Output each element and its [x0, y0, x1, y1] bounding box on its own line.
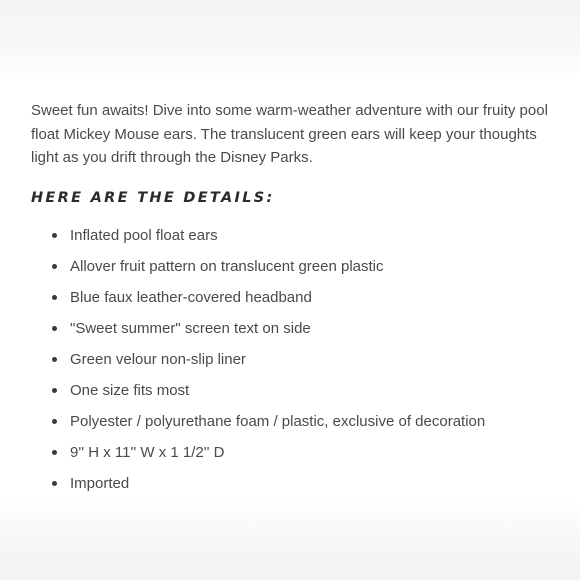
list-item-text: Inflated pool float ears [70, 226, 218, 244]
list-item [31, 313, 556, 344]
list-item-text: 9'' H x 11'' W x 1 1/2'' D [70, 443, 225, 461]
bullet-icon [52, 450, 57, 455]
bullet-icon [52, 264, 57, 269]
list-item [31, 251, 556, 282]
list-item-text: Imported [70, 474, 130, 492]
list-item-text: Polyester / polyurethane foam / plastic, exclusive of decoration [70, 412, 486, 430]
product-description [31, 99, 556, 499]
list-item-text: One size fits most [70, 381, 190, 399]
details-heading: HERE ARE THE DETAILS: [31, 189, 275, 206]
list-item [31, 344, 556, 375]
bullet-icon [52, 388, 57, 393]
bullet-icon [52, 481, 57, 486]
bottom-fade [0, 500, 580, 580]
list-item-text: Allover fruit pattern on translucent green plastic [70, 257, 384, 275]
list-item [31, 220, 556, 251]
top-fade [0, 0, 580, 76]
list-item [31, 437, 556, 468]
bullet-icon [52, 357, 57, 362]
details-list [31, 220, 556, 499]
bullet-icon [52, 419, 57, 424]
bullet-icon [52, 326, 57, 331]
bullet-icon [52, 295, 57, 300]
list-item [31, 468, 556, 499]
list-item-text: "Sweet summer" screen text on side [70, 319, 311, 337]
list-item [31, 406, 556, 437]
list-item-text: Blue faux leather-covered headband [70, 288, 312, 306]
list-item-text: Green velour non-slip liner [70, 350, 246, 368]
bullet-icon [52, 233, 57, 238]
intro-paragraph: Sweet fun awaits! Dive into some warm-weather adventure with our fruity pool float Mickey Mouse ears. The translucent green ears will keep your thoughts light as you drift through the Disney Parks. [31, 102, 548, 166]
list-item [31, 375, 556, 406]
list-item [31, 282, 556, 313]
